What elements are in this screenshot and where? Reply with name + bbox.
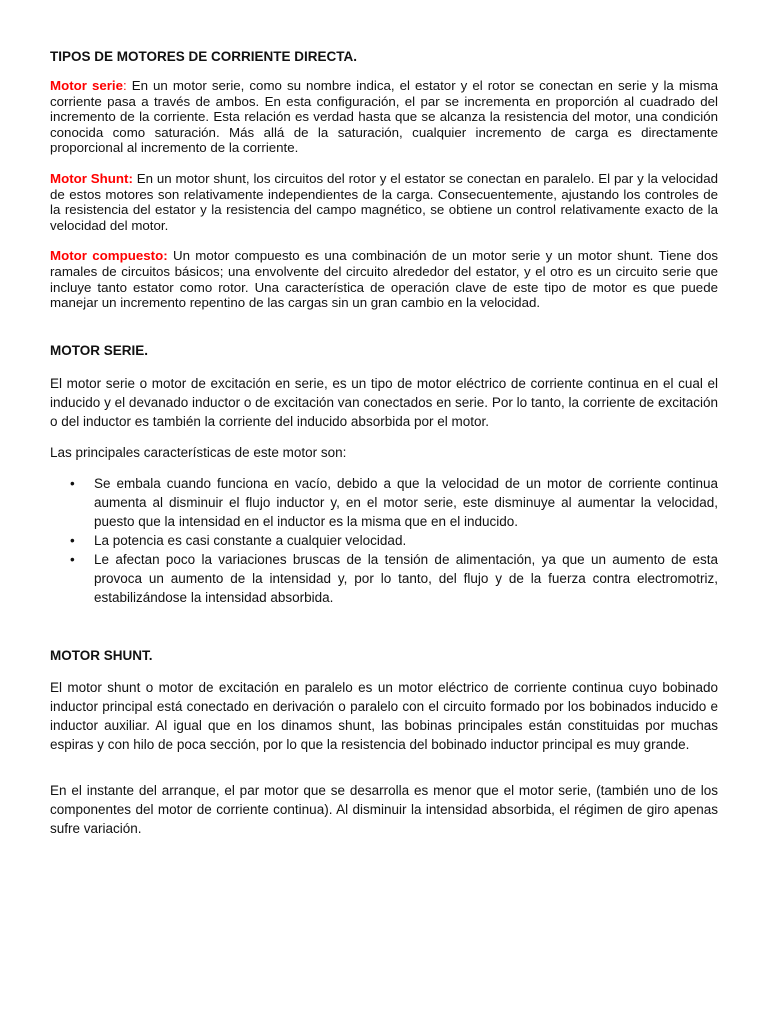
motor-shunt-heading: MOTOR SHUNT.: [50, 647, 153, 663]
document-page: [50, 48, 718, 838]
list-item-text: Se embala cuando funciona en vacío, debido a que la velocidad de un motor de corriente continua aumenta al disminuir el flujo inductor y, en el motor serie, este disminuye al aumentar la velocidad, puesto que la intensidad en el inductor es la misma que en el inducido.: [94, 475, 718, 529]
list-item: [50, 531, 718, 550]
motor-serie-heading: MOTOR SERIE.: [50, 342, 149, 358]
motor-shunt-paragraph-2: En el instante del arranque, el par motor que se desarrolla es menor que el motor serie, (también uno de los componentes del motor de corriente continua). Al disminuir la intensidad absorbida, el régimen de giro apenas sufre variación.: [50, 782, 718, 836]
list-item: [50, 474, 718, 531]
list-item: [50, 550, 718, 607]
motor-serie-colon: :: [123, 78, 127, 93]
motor-serie-definition: [50, 78, 718, 156]
motor-shunt-paragraph-1: El motor shunt o motor de excitación en paralelo es un motor eléctrico de corriente continua cuyo bobinado inductor principal está conectado en derivación o paralelo con el circuito formado por los bobinados inducido e inductor auxiliar. Al igual que en los dinamos shunt, las bobinas principales están constituidas por muchas espiras y con hilo de poca sección, por lo que la resistencia del bobinado inductor principal es muy grande.: [50, 679, 718, 752]
list-item-text: La potencia es casi constante a cualquier velocidad.: [94, 532, 407, 548]
motor-serie-label: Motor serie: [50, 78, 124, 93]
motor-compuesto-label: Motor compuesto:: [50, 248, 168, 264]
bullet-icon: •: [70, 551, 75, 567]
motor-serie-text: En un motor serie, como su nombre indica, el estator y el rotor se conectan en serie y la misma corriente pasa a través de ambos. En esta configuración, el par se incrementa en proporción al cuadrado del incremento de la corriente. Esta relación es verdad hasta que se alcanza la resistencia del motor, una condición conocida como saturación. Más allá de la saturación, cualquier incremento de carga es directamente proporcional al incremento de la corriente.: [50, 78, 718, 156]
motor-serie-paragraph: El motor serie o motor de excitación en serie, es un tipo de motor eléctrico de corriente continua en el cual el inducido y el devanado inductor o de excitación van conectados en serie. Por lo tanto, la corriente de excitación o del inductor es también la corriente del inducido absorbida por el motor.: [50, 375, 718, 429]
motor-shunt-definition: [50, 171, 718, 233]
motor-compuesto-definition: [50, 248, 718, 310]
bullet-icon: •: [70, 475, 75, 491]
motor-shunt-text: En un motor shunt, los circuitos del rotor y el estator se conectan en paralelo. El par y la velocidad de estos motores son relativamente independientes de la carga. Consecuentemente, ajustando los controles de la resistencia del estator y la resistencia del campo magnético, se obtiene un control relativamente exacto de la velocidad del motor.: [50, 170, 718, 233]
motor-serie-characteristics-list: [50, 474, 718, 607]
motor-compuesto-text: Un motor compuesto es una combinación de un motor serie y un motor shunt. Tiene dos ramales de circuitos básicos; una envolvente del circuito alrededor del estator, y el otro es un circuito serie que incluye tanto estator como rotor. Una característica de operación clave de este tipo de motor es que puede manejar un incremento repentino de las cargas sin un gran cambio en la velocidad.: [50, 248, 718, 311]
bullet-icon: •: [70, 532, 75, 548]
motor-shunt-label: Motor Shunt:: [50, 170, 133, 186]
list-item-text: Le afectan poco la variaciones bruscas de la tensión de alimentación, ya que un aumento de esta provoca un aumento de la intensidad y, por lo tanto, del flujo y de la fuerza contra electromotriz, estabilizándose la intensidad absorbida.: [94, 551, 718, 605]
document-title: TIPOS DE MOTORES DE CORRIENTE DIRECTA.: [50, 49, 358, 64]
motor-serie-intro: Las principales características de este motor son:: [50, 444, 347, 460]
